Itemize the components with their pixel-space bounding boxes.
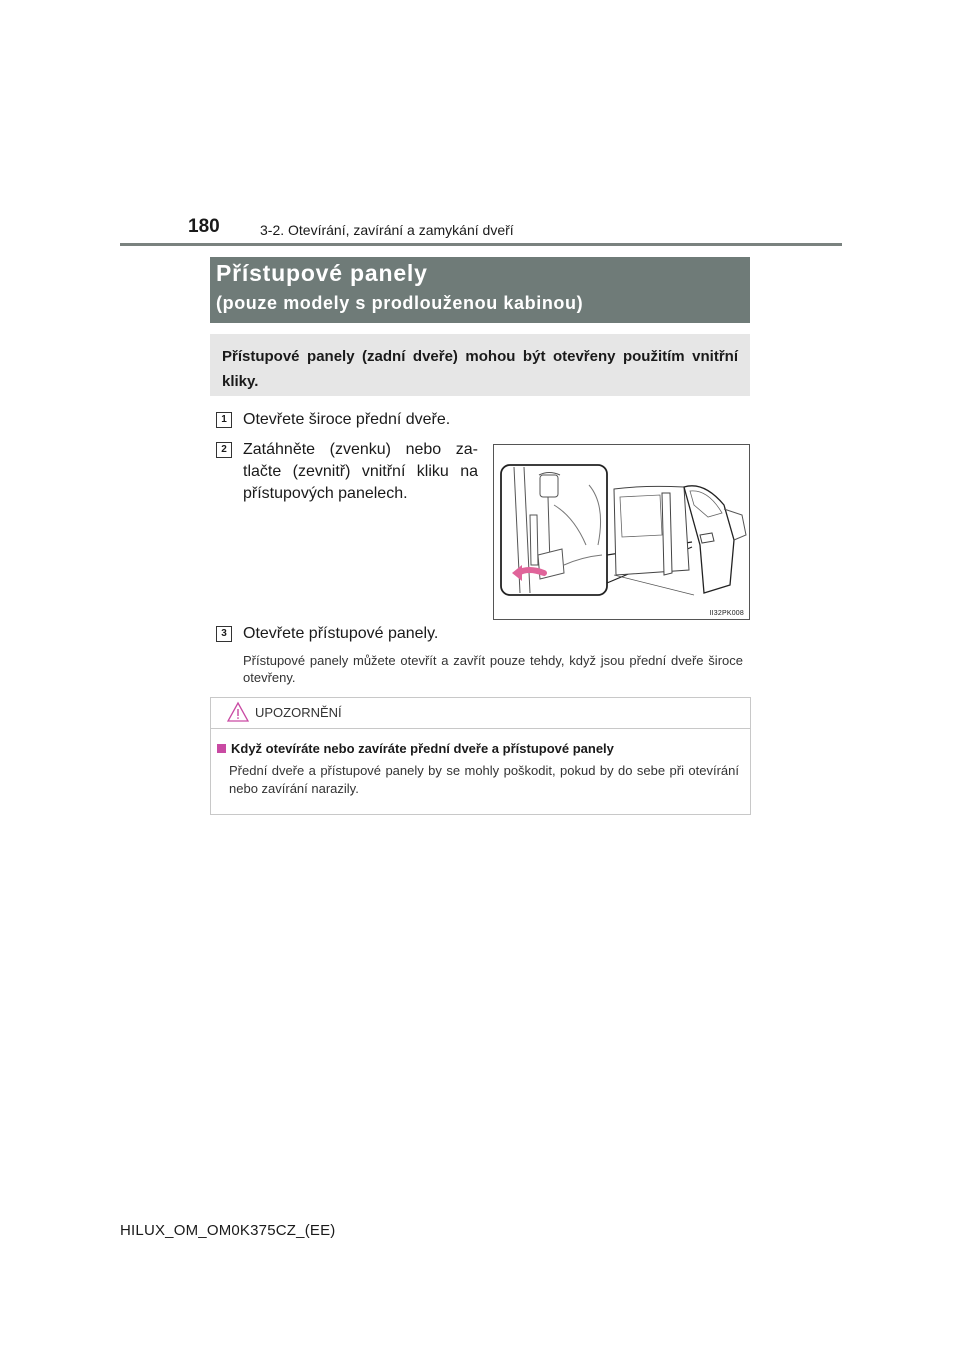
section-subtitle: (pouze modely s prodlouženou kabinou) [216,293,584,313]
warning-heading [217,741,614,756]
step-number-1: 1 [216,412,232,428]
access-panel-drawing [494,445,749,619]
figure-code: II32PK008 [709,610,744,617]
header-rule [120,243,842,246]
page-number: 180 [188,216,220,237]
section-title: Přístupové panely [216,260,428,286]
section-banner [210,257,750,323]
intro-box [210,334,750,396]
step-text-2: Zatáhněte (zvenku) nebo za-tlačte (zevnitř) vnitřní kliku na přístupových panelech. [243,441,478,502]
step-number-2: 2 [216,442,232,458]
step-number-3: 3 [216,626,232,642]
intro-text: Přístupové panely (zadní dveře) mohou být otevřeny použitím vnitřní kliky. [222,348,738,390]
note-text: Přístupové panely můžete otevřít a zavřít pouze tehdy, když jsou přední dveře široce otevřeny. [243,653,743,685]
chapter-title: 3-2. Otevírání, zavírání a zamykání dveří [260,222,514,238]
warning-heading-text: Když otevíráte nebo zavíráte přední dveře a přístupové panely [231,741,614,756]
warning-box [210,697,751,815]
square-bullet-icon [217,744,226,753]
footer-code: HILUX_OM_OM0K375CZ_(EE) [120,1222,336,1239]
warning-text: Přední dveře a přístupové panely by se mohly poškodit, pokud by do sebe při otevírání nebo zavírání narazily. [229,763,739,796]
warning-header [211,698,750,729]
step-text-1: Otevřete široce přední dveře. [243,411,451,428]
step-text-3: Otevřete přístupové panely. [243,625,439,642]
door-illustration [493,444,750,620]
page-header [120,214,842,248]
warning-label: UPOZORNĚNÍ [255,705,342,720]
warning-triangle-icon [227,701,249,723]
